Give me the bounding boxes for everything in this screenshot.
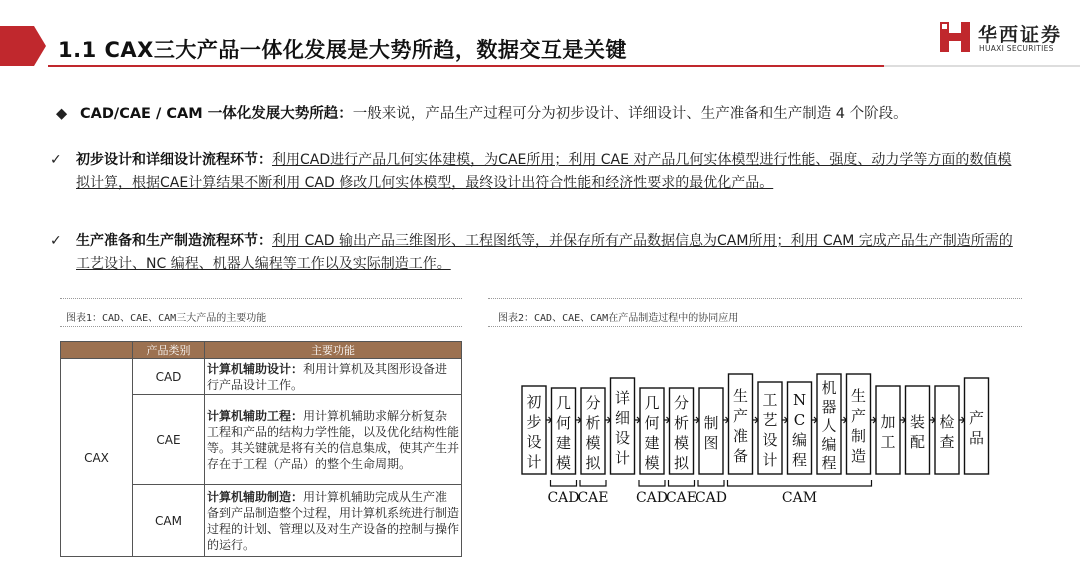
cax-functions-table [60, 341, 462, 557]
process-step-char: 计 [526, 453, 542, 471]
process-step-char: 何 [644, 414, 660, 432]
process-step-char: 几 [644, 394, 660, 412]
process-step [552, 388, 576, 474]
process-step-char: 计 [614, 449, 631, 467]
table-desc-bold: 计算机辅助设计： [207, 361, 304, 376]
process-step-char: 分 [673, 394, 690, 412]
process-step-char: 模 [673, 434, 690, 452]
process-step-char: 步 [526, 413, 542, 431]
production-stage-bold: 生产准备和生产制造流程环节： [76, 233, 272, 249]
process-step-char: 初 [526, 393, 542, 411]
process-step-char: 艺 [762, 411, 778, 429]
check-icon: ✓ [50, 152, 62, 168]
table-desc-cell [205, 359, 462, 395]
span-label: CAD [547, 490, 580, 506]
span-bracket [580, 480, 606, 486]
cax-process-diagram [520, 370, 1020, 520]
huaxi-logo-icon [938, 20, 972, 54]
process-step-char: 机 [821, 378, 837, 397]
logo-text-cn: 华西证券 [978, 24, 1063, 46]
span-label: CAE [665, 490, 698, 506]
process-step-char: 设 [526, 433, 542, 451]
summary-point [56, 102, 908, 123]
process-step-char: 查 [939, 433, 955, 451]
header-rule [48, 65, 884, 67]
process-step-char: 建 [644, 434, 660, 452]
page-title: 1.1 CAX三大产品一体化发展是大势所趋，数据交互是关键 [58, 38, 627, 62]
table-desc-bold: 计算机辅助制造： [207, 489, 304, 504]
process-step-char: 模 [585, 434, 601, 452]
header-rule-light [884, 65, 1080, 67]
design-stage-paragraph [76, 149, 1021, 195]
logo-text-en: HUAXI SECURITIES [979, 44, 1054, 53]
process-step-char: 程 [821, 454, 837, 473]
process-step-char: 详 [614, 389, 631, 407]
process-step [817, 374, 841, 474]
process-step-char: 图 [703, 434, 719, 452]
process-step-char: 产 [732, 407, 749, 425]
process-step-char: 模 [644, 454, 660, 472]
process-step-char: 生 [732, 387, 749, 405]
process-step [935, 386, 959, 474]
check-icon: ✓ [50, 233, 62, 249]
table-header-cell: 主要功能 [205, 342, 462, 359]
table-category-cell: CAD [133, 359, 205, 395]
process-step-char: 制 [850, 427, 867, 445]
process-step [670, 388, 694, 474]
process-arrow-icon [930, 417, 936, 423]
process-step-char: 编 [791, 431, 808, 449]
table-row [61, 359, 462, 395]
table-caption-rule [60, 326, 462, 327]
process-step-char: 生 [850, 387, 867, 405]
process-step-char: 备 [732, 447, 749, 465]
span-bracket [728, 480, 872, 486]
process-step-char: 分 [585, 394, 601, 412]
process-arrow-icon [900, 417, 906, 423]
process-step [522, 386, 546, 474]
table-desc-text: 用计算机辅助完成从生产准备到产品制造整个过程，用计算机系统进行制造过程的计划、管理以及对生产设备的控制与操作的运行。 [207, 489, 460, 552]
process-step-char: 细 [614, 409, 631, 427]
process-step [581, 388, 605, 474]
header-arrow-icon [0, 26, 46, 66]
process-arrow-icon [871, 417, 877, 423]
process-arrow-icon [546, 417, 552, 423]
process-step-char: 建 [555, 434, 572, 452]
process-step [640, 388, 664, 474]
process-step [699, 388, 723, 474]
summary-point-bold: CAD/CAE / CAM 一体化发展大势所趋： [80, 106, 353, 122]
diagram-caption-rule [488, 326, 1022, 327]
process-arrow-icon [723, 417, 729, 423]
process-step-char: 设 [614, 429, 631, 447]
process-step-char: 工 [880, 433, 896, 451]
process-step-char: 配 [909, 433, 926, 451]
process-step-char: 设 [762, 431, 778, 449]
table-caption: 图表1：CAD、CAE、CAM三大产品的主要功能 [66, 313, 267, 324]
process-arrow-icon [694, 417, 700, 423]
process-step-char: 造 [850, 447, 867, 465]
span-label: CAD [635, 490, 669, 506]
process-arrow-icon [605, 417, 611, 423]
design-stage-bold: 初步设计和详细设计流程环节： [76, 152, 272, 168]
process-step-char: 计 [762, 451, 778, 469]
process-arrow-icon [753, 417, 759, 423]
span-bracket [698, 480, 724, 486]
span-label: CAE [577, 490, 609, 506]
process-arrow-icon [664, 417, 670, 423]
process-step [788, 382, 812, 474]
process-step-char: N [792, 391, 807, 409]
table-desc-text: 用计算机辅助求解分析复杂工程和产品的结构力学性能，以及优化结构性能等。其关键就是将有关的信息集成，使其产生并存在于工程（产品）的整个生命周期。 [207, 408, 460, 471]
process-step-char: 装 [909, 413, 926, 431]
diamond-bullet-icon: ◆ [56, 106, 68, 122]
table-caption-rule-top [60, 298, 462, 299]
production-stage-paragraph [76, 230, 1021, 276]
process-step [876, 386, 900, 474]
process-step-char: 制 [703, 414, 719, 432]
process-step [611, 378, 635, 474]
process-step [847, 374, 871, 474]
process-step-char: 编 [821, 435, 837, 454]
process-step-char: 人 [821, 416, 837, 435]
table-header-cell [61, 342, 133, 359]
table-desc-text: 利用计算机及其图形设备进行产品设计工作。 [207, 361, 448, 392]
process-step-char: 拟 [673, 454, 690, 472]
process-step-char: 拟 [585, 454, 601, 472]
design-stage-text: 利用CAD进行产品几何实体建模，为CAE所用；利用 CAE 对产品几何实体模型进行性能、强度、动力学等方面的数值模拟计算，根据CAE计算结果不断利用 CAD 修改几何实体模型，最终设计出符合性能和经济性要求的最优化产品。 [76, 152, 1012, 191]
process-step-char: 产 [850, 407, 867, 425]
process-arrow-icon [782, 417, 788, 423]
production-stage-text: 利用 CAD 输出产品三维图形、工程图纸等，并保存所有产品数据信息为CAM所用；利用 CAM 完成产品生产制造所需的工艺设计、NC 编程、机器人编程等工作以及实际制造工作。 [76, 233, 1013, 272]
process-step-char: C [793, 411, 806, 429]
process-arrow-icon [635, 417, 641, 423]
table-header-row [61, 342, 462, 359]
diagram-caption-rule-top [488, 298, 1022, 299]
process-arrow-icon [959, 417, 965, 423]
table-header-cell: 产品类别 [133, 342, 205, 359]
table-category-cell: CAM [133, 485, 205, 557]
table-desc-cell [205, 485, 462, 557]
company-logo [938, 18, 1078, 60]
process-step-char: 几 [555, 394, 572, 412]
process-step [906, 386, 930, 474]
process-step-char: 模 [555, 454, 572, 472]
process-step-char: 器 [821, 397, 837, 416]
diagram-caption: 图表2：CAD、CAE、CAM在产品制造过程中的协同应用 [498, 313, 739, 324]
process-arrow-icon [841, 417, 847, 423]
span-bracket [639, 480, 665, 486]
table-desc-bold: 计算机辅助工程： [207, 408, 304, 423]
process-step [758, 382, 782, 474]
span-bracket [669, 480, 695, 486]
process-step-char: 检 [939, 413, 955, 431]
process-arrow-icon [576, 417, 582, 423]
process-step-char: 析 [673, 414, 690, 432]
process-step [965, 378, 989, 474]
process-step-char: 工 [762, 391, 778, 409]
table-group-cell: CAX [61, 359, 133, 557]
span-label: CAD [694, 490, 728, 506]
process-step-char: 析 [585, 414, 601, 432]
process-step-char: 何 [555, 414, 572, 432]
table-category-cell: CAE [133, 395, 205, 485]
process-arrow-icon [812, 417, 818, 423]
process-step [729, 374, 753, 474]
process-step-char: 产 [968, 409, 985, 427]
summary-point-text: 一般来说，产品生产过程可分为初步设计、详细设计、生产准备和生产制造 4 个阶段。 [352, 106, 908, 122]
process-step-char: 程 [791, 451, 808, 469]
span-bracket [551, 480, 577, 486]
process-step-char: 加 [880, 413, 896, 431]
span-label: CAM [781, 490, 818, 506]
table-desc-cell [205, 395, 462, 485]
process-step-char: 品 [968, 429, 985, 447]
process-step-char: 准 [732, 427, 749, 445]
